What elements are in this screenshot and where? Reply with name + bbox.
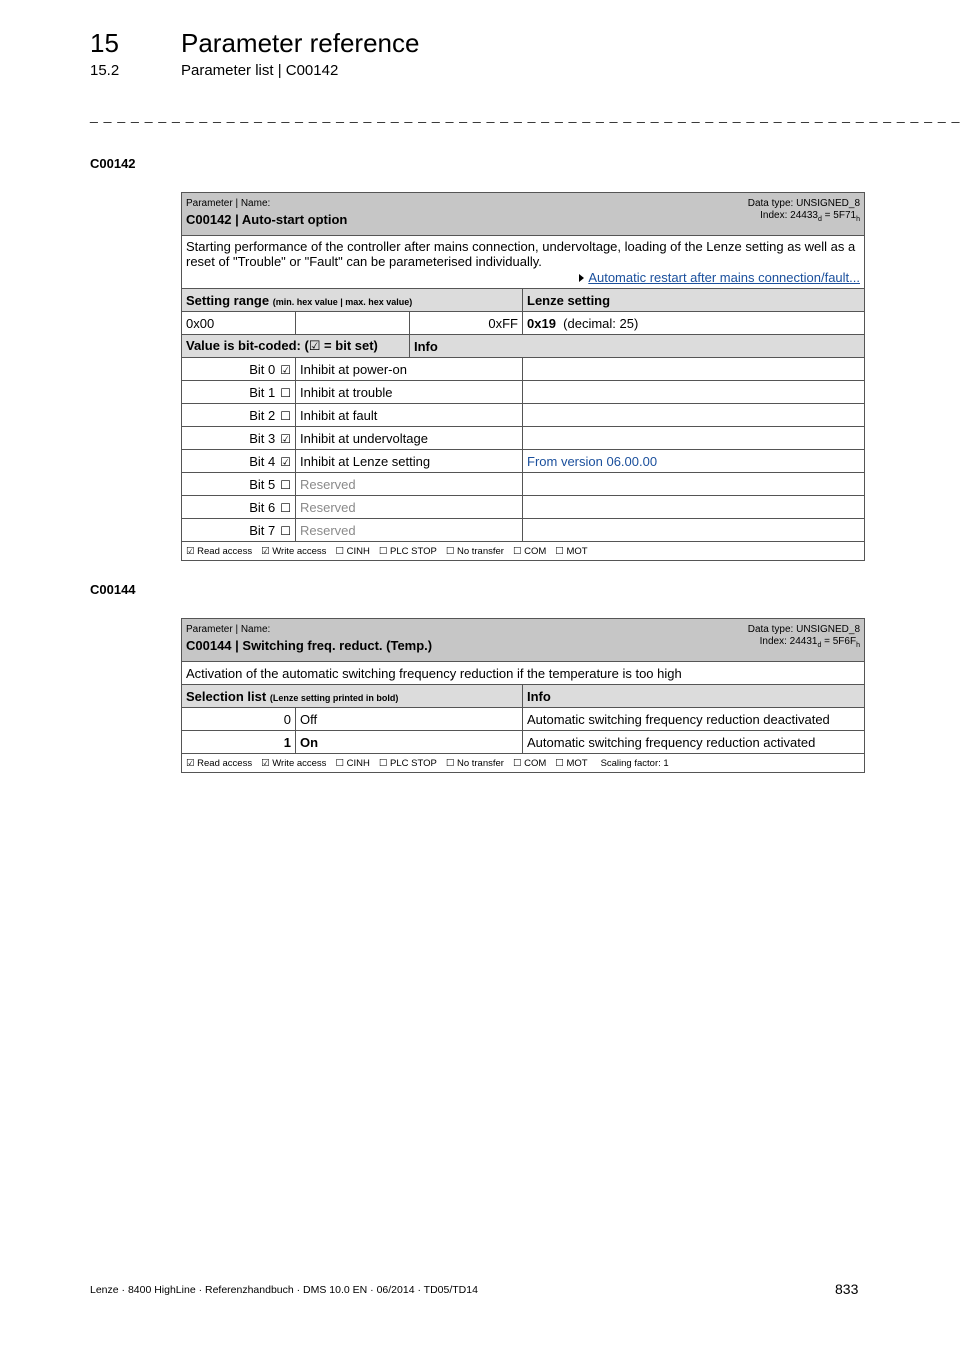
bit-row — [182, 450, 865, 473]
selection-info: Automatic switching frequency reduction activated — [523, 731, 865, 754]
bit-row — [182, 496, 865, 519]
bit-row — [182, 404, 865, 427]
param-heading-c00144: C00144 — [90, 582, 136, 597]
param-description: Activation of the automatic switching frequency reduction if the temperature is too high — [182, 662, 865, 685]
selection-value: 0 — [182, 708, 296, 731]
selection-label: Off — [296, 708, 523, 731]
selection-label: On — [296, 731, 523, 754]
chapter-title: Parameter reference — [181, 28, 420, 58]
lenze-setting-header: Lenze setting — [523, 289, 865, 312]
checked-box-icon: ☑ — [280, 362, 291, 377]
bit-info — [523, 358, 865, 381]
bit-row — [182, 473, 865, 496]
unchecked-box-icon: ☐ — [280, 385, 291, 400]
bit-info — [523, 404, 865, 427]
setting-range-header: Setting range (min. hex value | max. hex value) — [182, 289, 523, 312]
param-header — [182, 619, 865, 662]
param-table-c00142 — [181, 192, 865, 561]
info-header: Info — [410, 335, 865, 358]
bit-row — [182, 427, 865, 450]
info-header: Info — [523, 685, 865, 708]
bit-info — [523, 427, 865, 450]
section-number: 15.2 — [90, 62, 120, 79]
lenze-setting-value: 0x19 (decimal: 25) — [523, 312, 865, 335]
bit-info — [523, 519, 865, 542]
bit-info — [523, 381, 865, 404]
bit-info — [523, 473, 865, 496]
min-value: 0x00 — [182, 312, 296, 335]
unchecked-box-icon: ☐ — [280, 500, 291, 515]
param-table-c00144 — [181, 618, 865, 773]
cross-reference-link[interactable]: Automatic restart after mains connection/fault... — [588, 270, 860, 285]
bit-label: Inhibit at fault — [296, 404, 523, 427]
param-description: Starting performance of the controller after mains connection, undervoltage, loading of the Lenze setting as well as a reset of "Trouble" or "Fault" can be parameterised individually. Automatic restart after mains connection/fault... — [182, 236, 865, 289]
unchecked-box-icon: ☐ — [280, 523, 291, 538]
checked-box-icon: ☑ — [280, 454, 291, 469]
access-flags: ☑ Read access ☑ Write access ☐ CINH ☐ PLC STOP ☐ No transfer ☐ COM ☐ MOT — [182, 542, 865, 561]
bit-label: Inhibit at trouble — [296, 381, 523, 404]
unchecked-box-icon: ☐ — [280, 477, 291, 492]
scaling-factor: Scaling factor: 1 — [600, 757, 669, 769]
arrow-right-icon — [579, 274, 584, 282]
bit-label: Inhibit at power-on — [296, 358, 523, 381]
param-index: Index: $24431_d = 5F6F_h$ — [759, 636, 860, 649]
bit-label: Inhibit at undervoltage — [296, 427, 523, 450]
bit-row — [182, 519, 865, 542]
access-flags: ☑ Read access ☑ Write access ☐ CINH ☐ PLC STOP ☐ No transfer ☐ COM ☐ MOT Scaling factor: 1 — [182, 754, 865, 773]
chapter-number: 15 — [90, 28, 119, 58]
selection-row — [182, 708, 865, 731]
bit-number: Bit 0 ☑ — [182, 358, 296, 381]
bit-number: Bit 5 ☐ — [182, 473, 296, 496]
header-divider: _ _ _ _ _ _ _ _ _ _ _ _ _ _ _ _ _ _ _ _ _ _ _ _ _ _ _ _ _ _ _ _ _ _ _ _ _ _ _ _ _ _ _ _ _ _ _ _ _ _ _ _ _ _ _ _ _ _ _ _ _ _ _ _ — [90, 107, 960, 123]
param-name-caption: Parameter | Name: — [186, 624, 271, 635]
bit-label: Reserved — [296, 519, 523, 542]
param-name-caption: Parameter | Name: — [186, 198, 271, 209]
data-type: Data type: UNSIGNED_8 — [747, 624, 860, 635]
selection-value: 1 — [182, 731, 296, 754]
checked-box-icon: ☑ — [280, 431, 291, 446]
bit-number: Bit 3 ☑ — [182, 427, 296, 450]
range-spacer — [296, 312, 410, 335]
data-type: Data type: UNSIGNED_8 — [747, 198, 860, 209]
section-title: Parameter list | C00142 — [181, 62, 339, 79]
param-name: C00144 | Switching freq. reduct. (Temp.) — [186, 638, 433, 653]
bit-number: Bit 4 ☑ — [182, 450, 296, 473]
bit-label: Inhibit at Lenze setting — [296, 450, 523, 473]
max-value: 0xFF — [410, 312, 523, 335]
document-footer: Lenze · 8400 HighLine · Referenzhandbuch · DMS 10.0 EN · 06/2014 · TD05/TD14 — [90, 1284, 478, 1296]
bit-label: Reserved — [296, 496, 523, 519]
bitcoded-header: Value is bit-coded: (☑ = bit set) — [182, 335, 410, 358]
param-heading-c00142: C00142 — [90, 156, 136, 171]
bit-number: Bit 6 ☐ — [182, 496, 296, 519]
param-index: Index: $24433_d = 5F71_h$ — [760, 210, 860, 223]
page-number: 833 — [835, 1281, 859, 1297]
selection-info: Automatic switching frequency reduction deactivated — [523, 708, 865, 731]
param-header — [182, 193, 865, 236]
unchecked-box-icon: ☐ — [280, 408, 291, 423]
bit-number: Bit 7 ☐ — [182, 519, 296, 542]
bit-number: Bit 1 ☐ — [182, 381, 296, 404]
bit-info-version: From version 06.00.00 — [523, 450, 865, 473]
selection-list-header: Selection list (Lenze setting printed in bold) — [182, 685, 523, 708]
bit-number: Bit 2 ☐ — [182, 404, 296, 427]
selection-row — [182, 731, 865, 754]
bit-row — [182, 381, 865, 404]
bit-info — [523, 496, 865, 519]
bit-row — [182, 358, 865, 381]
bit-label: Reserved — [296, 473, 523, 496]
param-name: C00142 | Auto-start option — [186, 212, 348, 227]
